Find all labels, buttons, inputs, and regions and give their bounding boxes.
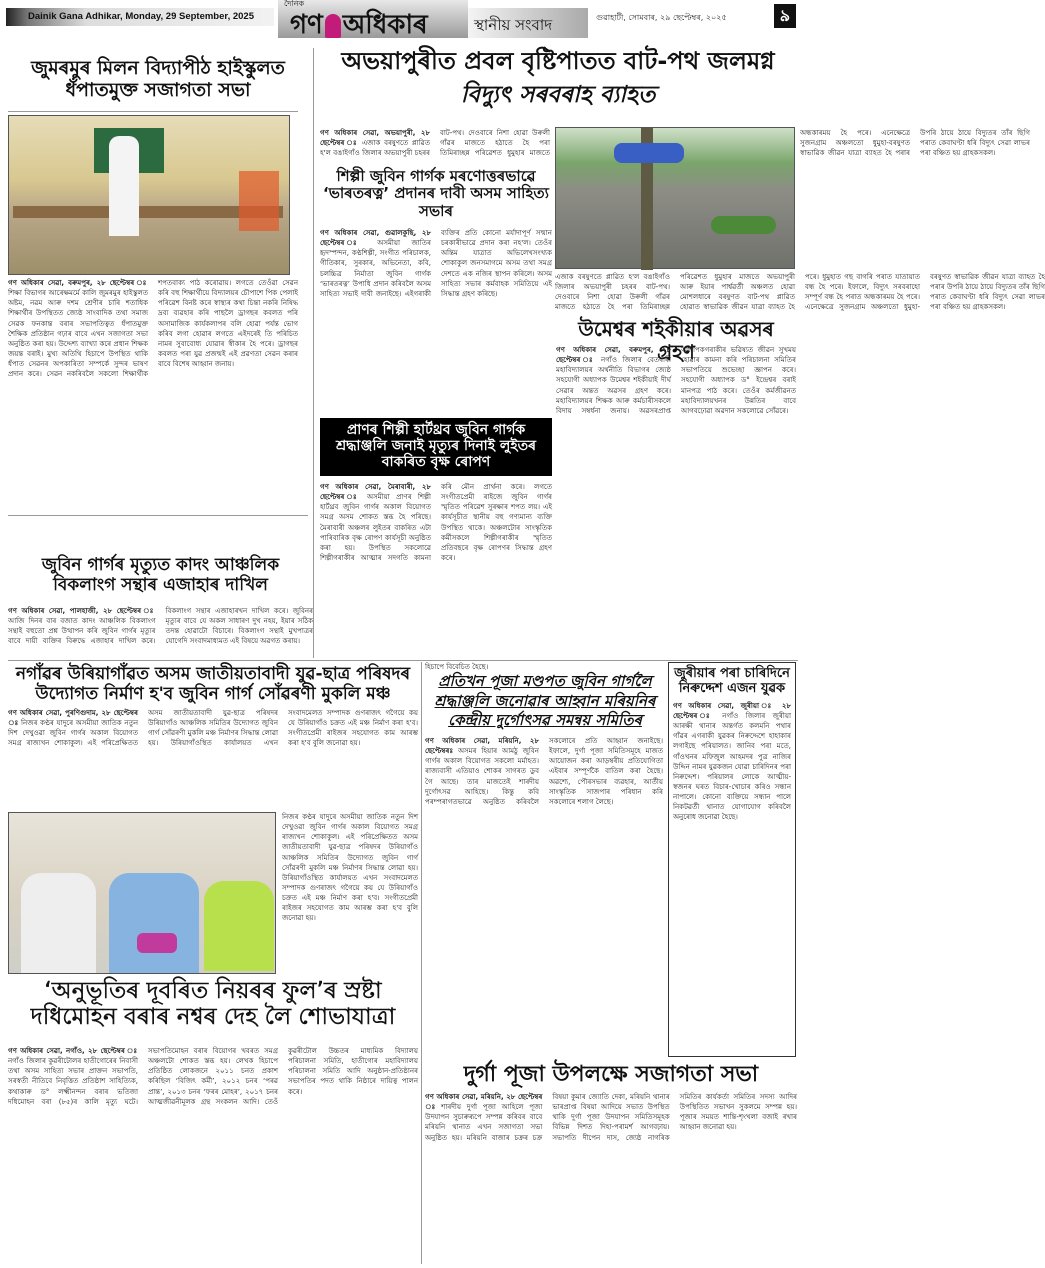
meeting-photo (8, 115, 290, 275)
article-text: নিজৰ কণ্ঠৰ যাদুৰে অসমীয়া জাতিক নতুন দিশ দেখুওৱা জুবিন গাৰ্গৰ অকাল বিয়োগত সমগ্ৰ ৰাজ্যখন শোকাকুল। এই পৰিপ্ৰেক্ষিতত অসম জাতীয়তাবাদী যুৱ-ছাত্ৰ পৰিষদৰ উৰিয়াগাঁও আঞ্চলিক সমিতিৰ উদ্যোগত জুবিন গাৰ্গ সোঁৱৰণী মুকলি মঞ্চ নিৰ্মাণৰ সিদ্ধান্ত লোৱা হয়। উৰিয়াগাঁওস্থিত কাৰ্যালয়ত এখন সংবাদমেলত সম্পাদক গুণৰাজৎ গগৈয়ে কয় যে উৰিয়াগাঁও চক্ৰত এই মঞ্চ নিৰ্মাণ কৰা হ'ব। সংগীতপ্ৰেমী ৰাইজৰ সহযোগত কাম আৰম্ভ কৰা হ'ব বুলি জনোৱা হয়। (8, 709, 418, 748)
dateline: গণ অধিকাৰ সেৱা, জুৰীয়া ঃ ২৮ ছেপ্টেম্বৰ ঃ (673, 701, 791, 721)
dateline: গণ অধিকাৰ সেৱা, বৰুমপুৰ, ২৮ ছেপ্টেম্বৰ ঃ (556, 346, 671, 365)
headline-jumormur: জুমৰমুৰ মিলন বিদ্যাপীঠ হাইস্কুলত ধঁপাতমুক্ত সজাগতা সভা (31, 57, 285, 101)
headline-abhayapuri-1: অভয়াপুৰীত প্ৰবল বৃষ্টিপাতত বাট-পথ জলমগ্ন (341, 47, 775, 75)
article-text: আজি দিনৰ বাৰ বজাত কাদং আঞ্চলিক বিকলাংগ সন্থাই বহুতো প্ৰশ্ন উত্থাপন কৰি জুবিন গাৰ্গৰ মৃত্যুৰ বাবে দায়ী ব্যক্তিৰ বিৰুদ্ধে এজাহাৰ দাখিল কৰে। বিকলাংগ সন্থাৰ এজাহাৰখন দাখিল কৰে। জুবিনৰ মৃত্যুৰ বাবে যে অকল সাধাৰণ দুখ নহয়, ইয়াৰ সঠিক তদন্ত হোৱাটো বিচাৰে। বিকলাংগ সন্থাই মুখপাত্ৰৰ যোগেদি সংবাদমাধ্যমত এই বিষয়ে অৱগত কৰায়। (8, 607, 313, 646)
headline-nagaon: নগাঁৱৰ উৰিয়াগাঁৱত অসম জাতীয়তাবাদী যুৱ-ছাত্ৰ পৰিষদৰ উদ্যোগত নিৰ্মাণ হ'ব জুবিন গাৰ্গ সোঁৱৰণী মুকলি মঞ্চ (15, 664, 411, 704)
logo-small-text: দৈনিক (284, 0, 305, 8)
article-text: অসমীয়া জাতিৰ হৃদস্পন্দন, কণ্ঠশিল্পী, সংগীত পৰিচালক, গীতিকাৰ, সুৰকাৰ, অভিনেতা, কবি, চলচ্চিত্ৰ নিৰ্মাতা জুবিন গাৰ্গক ‘ভাৰতৰত্ন’ উপাধি প্ৰদান কৰিবলৈ অসম সাহিত্য সভাই দাবী জনাইছে। এইগৰাকী ব্যক্তিৰ প্ৰতি কোনো মৰ্যাদাপূৰ্ণ সন্মান চৰকাৰীভাৱে প্ৰদান কৰা নহ'ল। তেওঁৰ অন্তিম যাত্ৰাত অভিলেখসংখ্যক শোকাকুল জনসমাগমে অসম তথা সমগ্ৰ দেশতে এক নজিৰ স্থাপন কৰিলে। অসম সাহিত্য সভাৰ কৰ্মবাহক সমিতিয়ে এই সিদ্ধান্ত গ্ৰহণ কৰিছে। (320, 229, 552, 298)
article-body-kadong (8, 606, 313, 658)
article-text: নগাঁও জিলাৰ বেতবাৰী মহাবিদ্যালয়ৰ অৰ্থনীতি বিভাগৰ জ্যেষ্ঠ সহযোগী অধ্যাপক উমেশ্বৰ শইকীয়াই দীৰ্ঘ সেৱাৰ অন্তত অৱসৰ গ্ৰহণ কৰে। মহাবিদ্যালয়ৰ শিক্ষক আৰু কৰ্মচাৰীসকলে বিদায় সম্বৰ্ধনা জনায়। অৱসৰপ্ৰাপ্ত অধ্যাপকগৰাকীৰ ভৱিষ্যত জীৱন সুখময় হোৱাৰ কামনা কৰি পৰিচালনা সমিতিৰ সভাপতিয়ে শুভেচ্ছা জ্ঞাপন কৰে। সহযোগী অধ্যাপক ড° ইন্দ্ৰেশ্বৰ বৰাই মানপত্ৰ পাঠ কৰে। তেওঁৰ কৰ্মজীৱনত মহাবিদ্যালয়খনৰ উন্নতিৰ বাবে আগবঢ়োৱা অৱদান সকলোৱে সোঁৱৰে। (556, 346, 796, 415)
family-logo-icon (325, 14, 341, 38)
dateline: গণ অধিকাৰ সেৱা, গুৱালকুছি, ২৮ ছেপ্টেম্বৰ ঃ (320, 229, 431, 248)
column-divider (421, 662, 422, 1264)
newspaper-logo (278, 0, 468, 38)
microphones (137, 933, 177, 953)
flood-photo (555, 127, 795, 269)
dateline: গণ অধিকাৰ সেৱা, মৰিয়নি, ২৮ ছেপ্টেম্বৰঃ (425, 737, 539, 756)
article-text: নিজৰ কণ্ঠৰ যাদুৰে অসমীয়া জাতিক নতুন দিশ দেখুওৱা জুবিন গাৰ্গৰ অকাল বিয়োগত সমগ্ৰ ৰাজ্যখন শোকাকুল। এই পৰিপ্ৰেক্ষিতত অসম জাতীয়তাবাদী যুৱ-ছাত্ৰ পৰিষদৰ উৰিয়াগাঁও আঞ্চলিক সমিতিৰ উদ্যোগত জুবিন গাৰ্গ সোঁৱৰণী মুকলি মঞ্চ নিৰ্মাণৰ সিদ্ধান্ত লোৱা হয়। উৰিয়াগাঁওস্থিত কাৰ্যালয়ত এখন সংবাদমেলত সম্পাদক গুণৰাজৎ গগৈয়ে কয় যে উৰিয়াগাঁও চক্ৰত এই মঞ্চ নিৰ্মাণ কৰা হ'ব। সংগীতপ্ৰেমী ৰাইজৰ সহযোগত কাম আৰম্ভ কৰা হ'ব বুলি জনোৱা হয়। (282, 813, 418, 923)
divider (8, 111, 298, 112)
headline-tree-planting: প্ৰাণৰ শিল্পী হাৰ্টথ্ৰব জুবিন গাৰ্গক শ্ৰদ্ধাঞ্জলি জনাই মৃত্যুৰ দিনাই লুইতৰ বাকৰিত বৃক্ষ ৰোপণ (335, 422, 536, 471)
divider (8, 515, 308, 516)
article-text: এজাক বৰষুণতে প্লাৱিত হ'ল বঙাইগাঁও জিলাৰ অভয়াপুৰী চহৰৰ বাট-পথ। দেওবাৰে নিশা হোৱা উৰুলী গাঁৱৰ মাজতে হঠাতে হৈ পৰা তিমিৰাচ্ছন্ন পৰিৱেশত ধুমুহাৰ মাজতে অভয়াপুৰী আৰু ইয়াৰ পাৰ্শ্বৱৰ্তী অঞ্চলত হোৱা মোশলধাৰে বৰষুণত বাট-পথ প্লাৱিত হোৱাত স্বাভাৱিক জীৱন যাত্ৰা ব্যাহত হৈ পৰে। ধুমুহাত গছ বাগৰি পৰাত যাতায়াত বন্ধ হৈ পৰে। ইফালে, বিদ্যুৎ সৰবৰাহো সম্পূৰ্ণ বন্ধ হৈ পৰাত অন্ধকাৰময় হৈ পৰে। এনেক্ষেত্ৰে সুজনগ্ৰাম অঞ্চলতো ধুমুহা-বৰষুণত স্বাভাৱিক জীৱন যাত্ৰা ব্যাহত হৈ পৰাৰ উপৰি ঠায়ে ঠায়ে বিদ্যুতৰ তাঁৰ ছিগি পৰাত কেবাঘণ্টা ধৰি বিদ্যুৎ সেৱা লাভৰ পৰা বঞ্চিত হয় গ্ৰাহকসকল। (555, 273, 1045, 312)
dateline: গণ অধিকাৰ সেৱা, অভয়াপুৰী, ২৮ ছেপ্টেম্বৰ ঃ (320, 129, 430, 148)
article-body-dadhimohan (8, 1046, 418, 1264)
headline-durga-meeting: দুৰ্গা পূজা উপলক্ষে সজাগতা সভা (463, 1062, 759, 1087)
headline-box-tree-planting (320, 418, 552, 476)
page-number: ৯ (774, 4, 796, 28)
logo-left-text: গণ (290, 10, 323, 40)
section-title: স্থানীয় সংবাদ (468, 8, 588, 38)
article-text: এজাক বৰষুণতে প্লাৱিত হ'ল বঙাইগাঁও জিলাৰ অভয়াপুৰী চহৰৰ বাট-পথ। দেওবাৰে নিশা হোৱা উৰুলী গাঁৱৰ মাজতে হঠাতে হৈ পৰা তিমিৰাচ্ছন্ন পৰিৱেশত ধুমুহাৰ মাজতে অন্ধকাৰময় হৈ পৰে। এনেক্ষেত্ৰে সুজনগ্ৰাম অঞ্চলতো ধুমুহা-বৰষুণত স্বাভাৱিক জীৱন যাত্ৰা ব্যাহত হৈ পৰাৰ উপৰি ঠায়ে ঠায়ে বিদ্যুতৰ তাঁৰ ছিগি পৰাত কেবাঘণ্টা ধৰি বিদ্যুৎ সেৱা লাভৰ পৰা বঞ্চিত হয় গ্ৰাহকসকল। (320, 129, 1030, 158)
english-dateline-text: Dainik Gana Adhikar, Monday, 29 September, 2025 (28, 11, 254, 22)
headline-abhayapuri-2: বিদ্যুৎ সৰবৰাহ ব্যাহত (460, 82, 656, 108)
local-dateline: গুৱাহাটী, সোমবাৰ, ২৯ ছেপ্টেম্বৰ, ২০২৫ (596, 13, 727, 22)
article-text: অসমীয়া প্ৰাণৰ শিল্পী হাৰ্টথ্ৰব জুবিন গাৰ্গৰ অকাল বিয়োগত সমগ্ৰ অসম শোকত স্তব্ধ হৈ পৰিছে। মৈৰাবাৰী অঞ্চলৰ লুইতৰ বাকৰিত এটা পাৰিবাৰিক বৃক্ষ ৰোপণ কাৰ্যসূচী অনুষ্ঠিত কৰা হয়। উপস্থিত সকলোৱে শিল্পীগৰাকীৰ আত্মাৰ সদগতি কামনা কৰি মৌন প্ৰাৰ্থনা কৰে। লগতে সংগীতপ্ৰেমী ৰাইজে জুবিন গাৰ্গৰ স্মৃতিত পৰিৱেশ সুৰক্ষাৰ শপত লয়। এই কাৰ্যসূচীত স্থানীয় বহু গণ্যমান্য ব্যক্তি উপস্থিত থাকে। অঞ্চলটোৰ সাংস্কৃতিক কৰ্মীসকলে শিল্পীগৰাকীৰ স্মৃতিত প্ৰতিবছৰে বৃক্ষ ৰোপণৰ সিদ্ধান্ত গ্ৰহণ কৰে। (320, 483, 552, 562)
grass-patch (711, 216, 776, 234)
headline-durga-committee: প্ৰতিখন পূজা মণ্ডপত জুবিন গাৰ্গলৈ শ্ৰদ্ধাঞ্জলি জনোৱাৰ আহ্বান মৰিয়নিৰ কেন্দ্ৰীয় দুৰ্গোৎসৱ সমন্বয় সমিতিৰ (434, 672, 656, 729)
logo-right-text: অধিকাৰ (342, 10, 428, 40)
article-body-missing-youth (673, 701, 791, 1026)
person-left (21, 873, 96, 973)
article-body-jumormur (8, 278, 298, 510)
dateline: গণ অধিকাৰ সেৱা, বৰুমপুৰ, ২৮ ছেপ্টেম্বৰ ঃ (8, 279, 148, 287)
column-divider (313, 48, 314, 658)
headline-dadhimohan: ‘অনুভূতিৰ দূবৰিত নিয়ৰৰ ফুল’ৰ স্ৰষ্টা দধিমোহন বৰাৰ নশ্বৰ দেহ লৈ শোভাযাত্ৰা (30, 978, 396, 1031)
dateline: গণ অধিকাৰ সেৱা, মৈৰাবাৰী, ২৮ ছেপ্টেম্বৰ ঃ (320, 483, 431, 502)
article-body-nagaon (8, 708, 418, 808)
dateline: গণ অধিকাৰ সেৱা, মৰিয়নি, ২৮ ছেপ্টেম্বৰ ঃ (425, 1093, 543, 1112)
news-box-missing-youth (668, 662, 796, 1057)
article-text: নগাঁও জিলাৰ কুৱৰীটোলৰ হাতীগোৰেৰ নিবাসী তথা অসম সাহিত্য সভাৰ প্ৰাক্তন সভাপতি, সৰস্বতী নীতিবে নিবৃত্তিত প্ৰতিষ্ঠাশ সাহিত্যিক, কথাকাৰু ড° লক্ষ্মীনন্দন বৰাৰ ভতিজা দধিমোহন বৰা (৮৫)ৰ কালি মৃত্যু ঘটে। সভাপতিমোহন বৰাৰ বিয়োগৰ খবৰত সমগ্ৰ অঞ্চলটো শোকত স্তব্ধ হয়। লেখক হিচাপে প্ৰতিষ্ঠিত লোকজনে ২০১১ চনত প্ৰকাশ কৰিছিল ‘বিজিৎ কৰ্মী’, ২০১২ চনৰ ‘পৰৱ প্ৰান্ত’, ২০১৩ চনৰ ‘ফৰৰ মোহৰ’, ২০১৭ চনৰ আত্মজীৱনীমূলক গ্ৰন্থ সংকলন আদি। তেওঁ কুৱৰীটোল উচ্চতৰ মাধ্যমিক বিদ্যালয় পৰিচালনা সমিতি, হাতীগোৰ মহাবিদ্যালয় পৰিচালনা সমিতি আদি অনুষ্ঠান-প্ৰতিষ্ঠানৰ সভাপতিৰ পদত থাকি নিষ্ঠাৰে দায়িত্ব পালন কৰে। (8, 1047, 418, 1106)
article-text: অসমৰ হিয়াৰ আমঠু জুবিন গাৰ্গৰ অকাল বিয়োগত সকলো মৰ্মাহত। ৰাজ্যবাসী এতিয়াও শোকৰ সাগৰত ডুব গৈ আছে। তাৰ মাজতেই শাৰদীয় দুৰ্গোৎসৱ আহিছে। কিন্তু কবি পৰম্পৰাগতভাৱে অনুষ্ঠিত কৰিবলৈ সকলোৰে প্ৰতি আহ্বান জনাইছে। ইফালে, দুৰ্গা পূজা সমিতিসমূহে মাজত আয়োজন কৰা আড়ম্বৰীয় প্ৰতিযোগিতা এইবাৰ সম্পূৰ্ণকৈ বাতিল কৰা হৈছে। অৱশ্যে, পৌৰসভাৰ ব্যৱহাৰ, আৰ্তীয় সাংস্কৃতিক সাজপাৰ পৰিধান কৰি সকলোৰে শলাগ লৈছে। (425, 737, 663, 806)
truck-tarp (614, 143, 684, 163)
person-right (204, 881, 274, 971)
dateline: গণ অধিকাৰ সেৱা, নগাঁও, ২৮ ছেপ্টেম্বৰ ঃ (8, 1047, 138, 1055)
headline-sahitya-sabha: শিল্পী জুবিন গাৰ্গক মৰণোত্তৰভাৱে ‘ভাৰতৰত্ন’ প্ৰদানৰ দাবী অসম সাহিত্য সভাৰ (323, 167, 549, 220)
article-text: শাৰদীয় দুৰ্গা পূজা আহিলে পূজা উদযাপন সুচাৰুৰূপে সম্পন্ন কৰিবৰ বাবে মৰিয়নি থানাত এখন সজাগতা সভা অনুষ্ঠিত হয়। মৰিয়নি বাজাৰ চক্ৰৰ চক্ৰ বিষয়া কুমাৰ জ্যোতি দেকা, মৰিয়নি থানাৰ ভাৰপ্ৰাপ্ত বিষয়া আদিয়ে সভাত উপস্থিত থাকি দুৰ্গা পূজা উদযাপন সমিতিসমূহক বিভিন্ন দিশত দিহা-পৰামৰ্শ আগবঢ়ায়। সভাপতি দীপেন দাস, জ্যেষ্ঠ নাগৰিক সমিতিৰ কাৰ্যকৰ্তা সমিতিৰ সদস্য আদিৰ উপস্থিতিত সভাখন সুকলমে সম্পন্ন হয়। পূজাৰ সময়ত শান্তি-শৃংখলা বজাই ৰখাৰ আহ্বান জনোৱা হয়। (425, 1093, 797, 1142)
dateline: গণ অধিকাৰ সেৱা, পালহাজী, ২৮ ছেপ্টেম্বৰ ঃ (8, 607, 156, 615)
dateline: গণ অধিকাৰ সেৱা, পুৰণিগুদাম, ২৮ ছেপ্টেম্বৰ ঃ (8, 709, 138, 728)
press-conference-photo (8, 812, 276, 974)
speaker (109, 136, 139, 236)
article-body-umeshwar (556, 345, 796, 657)
article-text: শিক্ষা বিভাগৰ আৰেক্ষমৰ্মে কালি জুমৰমুৰ হাইস্কুলত অষ্টম, নৱম আৰু দশম শ্ৰেণীৰ চাৰি শতাধিক শিক্ষাৰ্থীৰ উপস্থিতত জ্যেষ্ঠ সাংবাদিক তথা সমাজ সেৱক ফনকান্ত বৰাৰ সভাপতিত্বত ধঁপাতমুক্ত শৈক্ষিক প্ৰতিষ্ঠান গঢ়াৰ বাবে এখন সজাগতা সভা অনুষ্ঠিত কৰা হয়। উদ্দেশ্য ব্যাখ্যা কৰে প্ৰধান শিক্ষক জয়ন্ত বৰাই। মুখ্য অতিথি হিচাপে উপস্থিত থাকি ধঁপাত সেৱনৰ অপকাৰিতা সম্পৰ্কে সুন্দৰ ভাষণ প্ৰদান কৰে। সেৱন নকৰিবলৈ সকলো শিক্ষাৰ্থীক শপতবাক্য পাঠ কৰোৱায়। লগতে তেওঁৱা সেৱন কৰি বহু শিক্ষাৰ্থীয়ে বিদ্যালয়ৰ চৌপাশে পিক পেলাই পৰিৱেশ বিনষ্ট কৰে স্বাস্থ্যৰ কথা চিন্তা নকৰি নিষিদ্ধ দ্ৰব্য ব্যৱহাৰ কৰি পাছলৈ ড্ৰাগছৰ কবলত পৰি অসামাজিক কাৰ্যকলাপৰ বলি হোৱা পৰ্যন্ত ভোগ কৰিব লগা হোৱাৰ লগতে এইদৰেই তি পৰিচিত নামৰ সুবাবোধ্য যোৱাৰ স্বীকাৰ হৈ পৰে। ড্ৰাগছৰ কবলত পৰা যুৱ প্ৰজন্মই এই প্ৰৱণতা সেৱন কৰাৰ বাবে বিশেষ আহ্বান জনায়। (8, 279, 298, 379)
article-text: নগাঁও জিলাৰ জুৰীয়া আৰক্ষী থানাৰ অন্তৰ্গত কলমনি পথাৰ গাঁৱৰ এগৰাকী যুৱকৰ নিৰুদ্দেশে হাহাকাৰ লগাইছে পৰিয়ালত। জানিব পৰা মতে, গাঁওখনৰ মফিজুল আহমদৰ পুত্ৰ নাজিৰ উদ্দিন নামৰ যুৱকজন যোৱা চাৰিদিনৰ পৰা নিৰুদ্দেশ। পৰিয়ালৰ লোকে আত্মীয়-স্বজনৰ ঘৰত বিচাৰ-খোচাৰ কৰিও সন্ধান নাপালে। কোনো ব্যক্তিয়ে সন্ধান পালে নিকটৱৰ্তী থানাত যোগাযোগ কৰিবলৈ অনুৰোধ জনোৱা হৈছে। (673, 712, 791, 822)
intro-tail: হিচাপে বিবেচিত হৈছে। (425, 663, 489, 671)
article-body-durga-meeting (425, 1092, 797, 1264)
person-center (109, 873, 199, 973)
article-body-durga-committee (425, 736, 663, 1054)
article-body-sahitya-sabha (320, 228, 552, 413)
article-body-nagaon-cont (282, 812, 418, 972)
orange-chair (239, 171, 279, 231)
article-body-abhayapuri (320, 128, 1030, 168)
headline-missing-youth: জুৰীয়াৰ পৰা চাৰিদিনে নিৰুদ্দেশ এজন যুৱক (674, 666, 790, 696)
article-body-tree-planting (320, 482, 552, 657)
english-dateline (6, 8, 274, 26)
headline-kadong: জুবিন গাৰ্গৰ মৃত্যুত কাদং আঞ্চলিক বিকলাংগ সন্থাৰ এজাহাৰ দাখিল (41, 555, 280, 595)
article-body-abhayapuri-cont (555, 272, 1045, 318)
headline-umeshwar: উমেশ্বৰ শইকীয়াৰ অৱসৰ গ্ৰহণ (578, 317, 774, 364)
divider (8, 660, 798, 661)
